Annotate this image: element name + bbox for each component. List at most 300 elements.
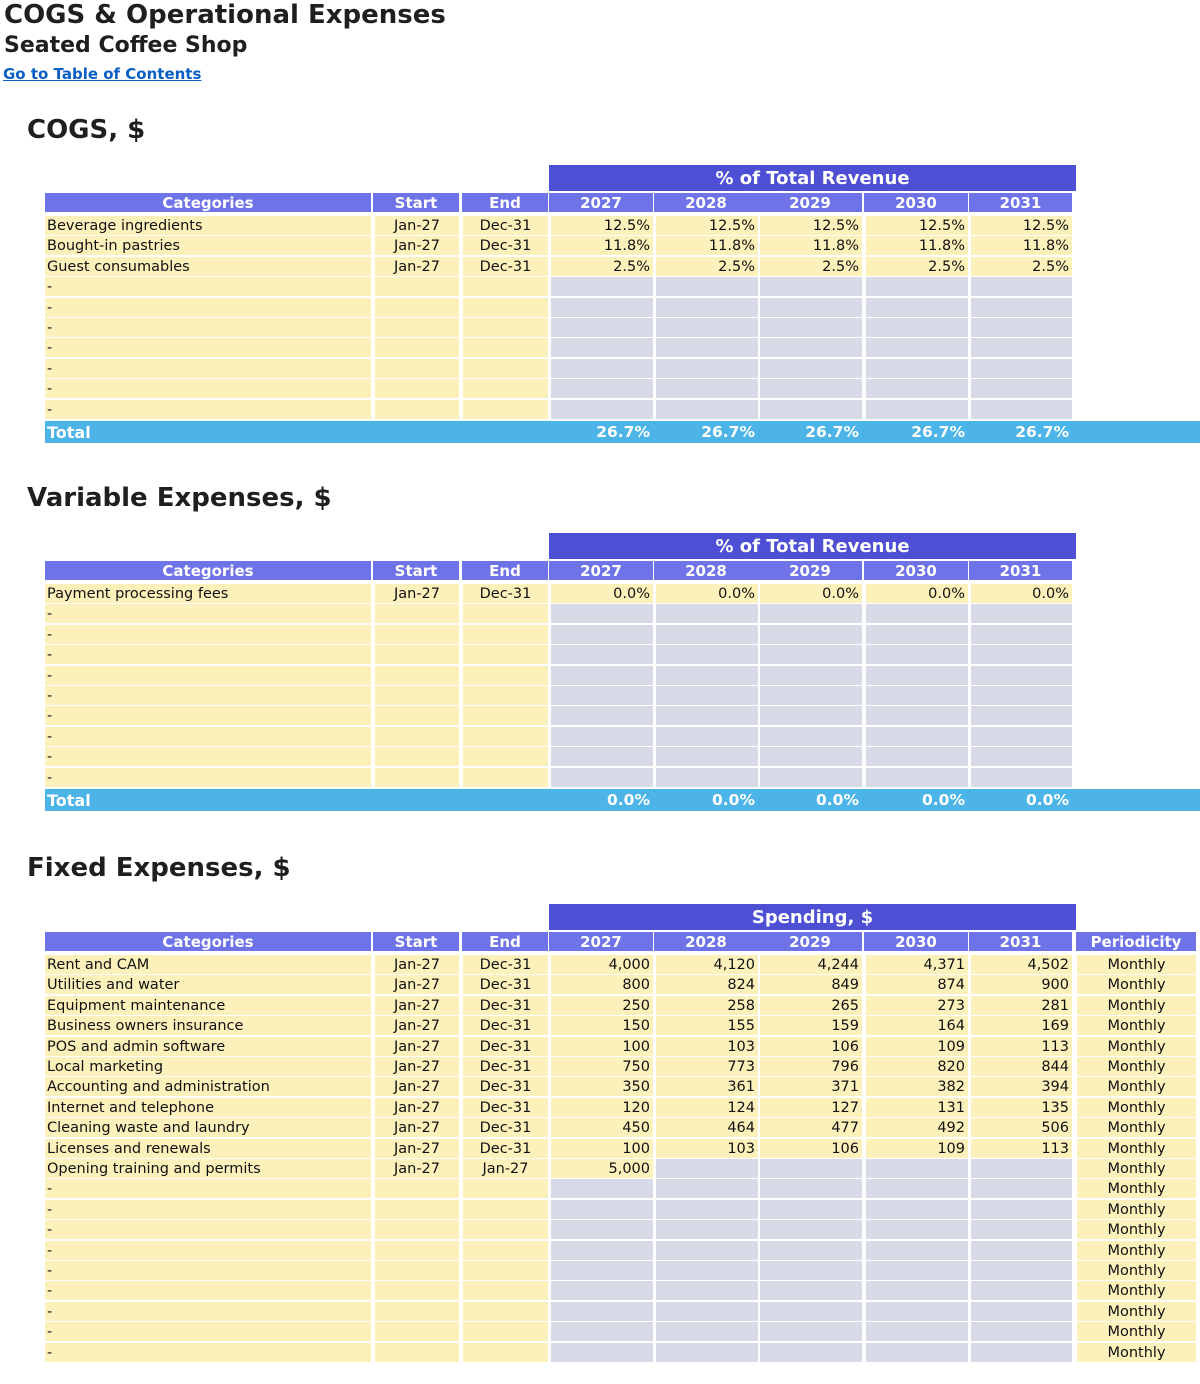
year-value-cell[interactable] (971, 298, 1072, 317)
periodicity-cell[interactable]: Monthly (1077, 1281, 1196, 1300)
category-cell[interactable]: - (45, 400, 371, 419)
year-value-cell[interactable] (971, 1322, 1072, 1341)
year-value-cell[interactable] (760, 298, 862, 317)
year-value-cell[interactable] (656, 1261, 758, 1280)
year-value-cell[interactable] (656, 359, 758, 378)
year-value-cell[interactable] (551, 1200, 653, 1219)
year-value-cell[interactable]: 159 (760, 1016, 862, 1035)
year-value-cell[interactable] (971, 338, 1072, 357)
year-value-cell[interactable]: 150 (551, 1016, 653, 1035)
year-value-cell[interactable]: 796 (760, 1057, 862, 1076)
start-date-cell[interactable] (375, 645, 459, 664)
year-value-cell[interactable]: 844 (971, 1057, 1072, 1076)
periodicity-cell[interactable]: Monthly (1077, 1343, 1196, 1362)
year-value-cell[interactable] (760, 1200, 862, 1219)
year-value-cell[interactable] (971, 1343, 1072, 1362)
year-value-cell[interactable] (656, 277, 758, 296)
year-value-cell[interactable] (760, 706, 862, 725)
year-value-cell[interactable]: 820 (866, 1057, 968, 1076)
category-cell[interactable]: Payment processing fees (45, 584, 371, 603)
year-value-cell[interactable]: 492 (866, 1118, 968, 1137)
year-value-cell[interactable] (866, 1220, 968, 1239)
year-value-cell[interactable] (656, 666, 758, 685)
start-date-cell[interactable] (375, 359, 459, 378)
year-value-cell[interactable]: 361 (656, 1077, 758, 1096)
year-value-cell[interactable] (760, 1343, 862, 1362)
year-value-cell[interactable] (760, 604, 862, 623)
year-value-cell[interactable] (866, 1302, 968, 1321)
year-value-cell[interactable]: 350 (551, 1077, 653, 1096)
year-value-cell[interactable]: 11.8% (866, 236, 968, 255)
end-date-cell[interactable] (463, 379, 548, 398)
year-value-cell[interactable] (760, 1241, 862, 1260)
year-value-cell[interactable]: 155 (656, 1016, 758, 1035)
year-value-cell[interactable]: 824 (656, 975, 758, 994)
category-cell[interactable]: Accounting and administration (45, 1077, 371, 1096)
year-value-cell[interactable]: 273 (866, 996, 968, 1015)
year-value-cell[interactable] (551, 666, 653, 685)
year-value-cell[interactable] (656, 645, 758, 664)
year-value-cell[interactable]: 135 (971, 1098, 1072, 1117)
category-cell[interactable]: - (45, 318, 371, 337)
year-value-cell[interactable] (656, 318, 758, 337)
year-value-cell[interactable] (971, 706, 1072, 725)
year-value-cell[interactable]: 0.0% (866, 584, 968, 603)
category-cell[interactable]: Internet and telephone (45, 1098, 371, 1117)
year-value-cell[interactable] (551, 1302, 653, 1321)
year-value-cell[interactable] (551, 338, 653, 357)
periodicity-cell[interactable]: Monthly (1077, 1220, 1196, 1239)
year-value-cell[interactable] (656, 727, 758, 746)
year-value-cell[interactable]: 12.5% (971, 216, 1072, 235)
year-value-cell[interactable] (760, 338, 862, 357)
year-value-cell[interactable] (760, 359, 862, 378)
year-value-cell[interactable] (656, 686, 758, 705)
year-value-cell[interactable]: 11.8% (760, 236, 862, 255)
year-value-cell[interactable]: 281 (971, 996, 1072, 1015)
category-cell[interactable]: - (45, 1220, 371, 1239)
end-date-cell[interactable]: Dec-31 (463, 1098, 548, 1117)
year-value-cell[interactable] (971, 1200, 1072, 1219)
end-date-cell[interactable] (463, 1302, 548, 1321)
periodicity-cell[interactable]: Monthly (1077, 1322, 1196, 1341)
year-value-cell[interactable]: 2.5% (656, 257, 758, 276)
category-cell[interactable]: - (45, 645, 371, 664)
end-date-cell[interactable] (463, 1343, 548, 1362)
year-value-cell[interactable] (656, 400, 758, 419)
year-value-cell[interactable] (866, 359, 968, 378)
year-value-cell[interactable] (971, 1159, 1072, 1178)
year-value-cell[interactable] (866, 1200, 968, 1219)
year-value-cell[interactable]: 750 (551, 1057, 653, 1076)
year-value-cell[interactable] (866, 686, 968, 705)
year-value-cell[interactable] (656, 604, 758, 623)
category-cell[interactable]: - (45, 1322, 371, 1341)
year-value-cell[interactable] (866, 1322, 968, 1341)
year-value-cell[interactable] (866, 1281, 968, 1300)
category-cell[interactable]: - (45, 1281, 371, 1300)
year-value-cell[interactable]: 5,000 (551, 1159, 653, 1178)
table-of-contents-link[interactable]: Go to Table of Contents (3, 65, 202, 83)
year-value-cell[interactable]: 258 (656, 996, 758, 1015)
year-value-cell[interactable]: 4,244 (760, 955, 862, 974)
year-value-cell[interactable] (760, 1302, 862, 1321)
category-cell[interactable]: Cleaning waste and laundry (45, 1118, 371, 1137)
category-cell[interactable]: Bought-in pastries (45, 236, 371, 255)
start-date-cell[interactable] (375, 1261, 459, 1280)
year-value-cell[interactable] (971, 1220, 1072, 1239)
year-value-cell[interactable] (760, 1159, 862, 1178)
start-date-cell[interactable]: Jan-27 (375, 996, 459, 1015)
year-value-cell[interactable]: 113 (971, 1139, 1072, 1158)
year-value-cell[interactable] (551, 359, 653, 378)
end-date-cell[interactable] (463, 747, 548, 766)
year-value-cell[interactable]: 11.8% (551, 236, 653, 255)
year-value-cell[interactable]: 106 (760, 1037, 862, 1056)
year-value-cell[interactable] (971, 1179, 1072, 1198)
year-value-cell[interactable] (971, 1302, 1072, 1321)
category-cell[interactable]: - (45, 298, 371, 317)
start-date-cell[interactable] (375, 1302, 459, 1321)
year-value-cell[interactable] (971, 318, 1072, 337)
start-date-cell[interactable]: Jan-27 (375, 216, 459, 235)
year-value-cell[interactable] (551, 1241, 653, 1260)
year-value-cell[interactable]: 4,120 (656, 955, 758, 974)
year-value-cell[interactable]: 100 (551, 1139, 653, 1158)
category-cell[interactable]: - (45, 706, 371, 725)
year-value-cell[interactable] (866, 379, 968, 398)
year-value-cell[interactable] (656, 1220, 758, 1239)
category-cell[interactable]: - (45, 686, 371, 705)
end-date-cell[interactable]: Dec-31 (463, 584, 548, 603)
category-cell[interactable]: Guest consumables (45, 257, 371, 276)
start-date-cell[interactable] (375, 686, 459, 705)
year-value-cell[interactable] (971, 1261, 1072, 1280)
start-date-cell[interactable] (375, 1322, 459, 1341)
category-cell[interactable]: - (45, 666, 371, 685)
end-date-cell[interactable]: Dec-31 (463, 1057, 548, 1076)
start-date-cell[interactable] (375, 379, 459, 398)
year-value-cell[interactable]: 477 (760, 1118, 862, 1137)
year-value-cell[interactable] (656, 1322, 758, 1341)
start-date-cell[interactable] (375, 706, 459, 725)
category-cell[interactable]: - (45, 727, 371, 746)
year-value-cell[interactable] (551, 379, 653, 398)
end-date-cell[interactable] (463, 1200, 548, 1219)
periodicity-cell[interactable]: Monthly (1077, 1200, 1196, 1219)
start-date-cell[interactable]: Jan-27 (375, 584, 459, 603)
start-date-cell[interactable] (375, 666, 459, 685)
end-date-cell[interactable] (463, 338, 548, 357)
year-value-cell[interactable] (760, 1322, 862, 1341)
category-cell[interactable]: Rent and CAM (45, 955, 371, 974)
year-value-cell[interactable] (551, 706, 653, 725)
category-cell[interactable]: Beverage ingredients (45, 216, 371, 235)
year-value-cell[interactable] (866, 747, 968, 766)
year-value-cell[interactable] (866, 1179, 968, 1198)
start-date-cell[interactable] (375, 747, 459, 766)
category-cell[interactable]: - (45, 359, 371, 378)
year-value-cell[interactable] (656, 768, 758, 787)
end-date-cell[interactable] (463, 727, 548, 746)
end-date-cell[interactable] (463, 1220, 548, 1239)
year-value-cell[interactable]: 0.0% (760, 584, 862, 603)
year-value-cell[interactable]: 849 (760, 975, 862, 994)
periodicity-cell[interactable]: Monthly (1077, 1261, 1196, 1280)
periodicity-cell[interactable]: Monthly (1077, 975, 1196, 994)
start-date-cell[interactable]: Jan-27 (375, 1098, 459, 1117)
year-value-cell[interactable]: 250 (551, 996, 653, 1015)
end-date-cell[interactable] (463, 359, 548, 378)
year-value-cell[interactable] (656, 379, 758, 398)
year-value-cell[interactable] (866, 768, 968, 787)
year-value-cell[interactable]: 106 (760, 1139, 862, 1158)
periodicity-cell[interactable]: Monthly (1077, 1179, 1196, 1198)
year-value-cell[interactable]: 800 (551, 975, 653, 994)
year-value-cell[interactable] (866, 1343, 968, 1362)
category-cell[interactable]: - (45, 277, 371, 296)
year-value-cell[interactable] (866, 1261, 968, 1280)
year-value-cell[interactable] (760, 727, 862, 746)
start-date-cell[interactable] (375, 768, 459, 787)
year-value-cell[interactable] (866, 645, 968, 664)
year-value-cell[interactable]: 12.5% (866, 216, 968, 235)
year-value-cell[interactable]: 120 (551, 1098, 653, 1117)
category-cell[interactable]: - (45, 338, 371, 357)
end-date-cell[interactable] (463, 645, 548, 664)
year-value-cell[interactable] (971, 1281, 1072, 1300)
year-value-cell[interactable] (971, 768, 1072, 787)
start-date-cell[interactable]: Jan-27 (375, 1077, 459, 1096)
year-value-cell[interactable] (656, 338, 758, 357)
start-date-cell[interactable]: Jan-27 (375, 1037, 459, 1056)
year-value-cell[interactable]: 2.5% (551, 257, 653, 276)
year-value-cell[interactable] (971, 686, 1072, 705)
year-value-cell[interactable] (656, 1241, 758, 1260)
category-cell[interactable]: - (45, 1200, 371, 1219)
year-value-cell[interactable] (971, 400, 1072, 419)
year-value-cell[interactable] (656, 625, 758, 644)
year-value-cell[interactable] (656, 1200, 758, 1219)
category-cell[interactable]: - (45, 1179, 371, 1198)
year-value-cell[interactable] (551, 625, 653, 644)
year-value-cell[interactable] (971, 727, 1072, 746)
start-date-cell[interactable] (375, 625, 459, 644)
year-value-cell[interactable] (971, 359, 1072, 378)
year-value-cell[interactable]: 450 (551, 1118, 653, 1137)
periodicity-cell[interactable]: Monthly (1077, 1057, 1196, 1076)
end-date-cell[interactable] (463, 1241, 548, 1260)
year-value-cell[interactable]: 12.5% (551, 216, 653, 235)
category-cell[interactable]: Opening training and permits (45, 1159, 371, 1178)
year-value-cell[interactable] (551, 1179, 653, 1198)
periodicity-cell[interactable]: Monthly (1077, 1302, 1196, 1321)
category-cell[interactable]: - (45, 768, 371, 787)
year-value-cell[interactable]: 169 (971, 1016, 1072, 1035)
start-date-cell[interactable]: Jan-27 (375, 955, 459, 974)
year-value-cell[interactable]: 265 (760, 996, 862, 1015)
end-date-cell[interactable]: Dec-31 (463, 1139, 548, 1158)
year-value-cell[interactable] (760, 747, 862, 766)
end-date-cell[interactable] (463, 1281, 548, 1300)
end-date-cell[interactable]: Dec-31 (463, 996, 548, 1015)
periodicity-cell[interactable]: Monthly (1077, 1037, 1196, 1056)
periodicity-cell[interactable]: Monthly (1077, 1098, 1196, 1117)
year-value-cell[interactable] (971, 666, 1072, 685)
start-date-cell[interactable]: Jan-27 (375, 236, 459, 255)
year-value-cell[interactable]: 0.0% (656, 584, 758, 603)
start-date-cell[interactable]: Jan-27 (375, 1159, 459, 1178)
category-cell[interactable]: - (45, 1241, 371, 1260)
year-value-cell[interactable] (551, 645, 653, 664)
year-value-cell[interactable] (656, 298, 758, 317)
year-value-cell[interactable] (551, 1343, 653, 1362)
year-value-cell[interactable] (656, 1343, 758, 1362)
end-date-cell[interactable] (463, 1261, 548, 1280)
year-value-cell[interactable]: 4,371 (866, 955, 968, 974)
end-date-cell[interactable] (463, 298, 548, 317)
end-date-cell[interactable]: Dec-31 (463, 216, 548, 235)
year-value-cell[interactable]: 103 (656, 1139, 758, 1158)
year-value-cell[interactable]: 773 (656, 1057, 758, 1076)
year-value-cell[interactable]: 464 (656, 1118, 758, 1137)
year-value-cell[interactable]: 127 (760, 1098, 862, 1117)
year-value-cell[interactable] (551, 400, 653, 419)
year-value-cell[interactable] (866, 666, 968, 685)
start-date-cell[interactable] (375, 1343, 459, 1362)
year-value-cell[interactable] (656, 1302, 758, 1321)
start-date-cell[interactable]: Jan-27 (375, 1057, 459, 1076)
year-value-cell[interactable] (866, 706, 968, 725)
year-value-cell[interactable] (551, 298, 653, 317)
year-value-cell[interactable] (760, 645, 862, 664)
year-value-cell[interactable] (551, 727, 653, 746)
year-value-cell[interactable] (760, 625, 862, 644)
end-date-cell[interactable]: Dec-31 (463, 236, 548, 255)
year-value-cell[interactable] (551, 1220, 653, 1239)
year-value-cell[interactable]: 382 (866, 1077, 968, 1096)
year-value-cell[interactable] (656, 706, 758, 725)
year-value-cell[interactable] (551, 747, 653, 766)
category-cell[interactable]: - (45, 1261, 371, 1280)
end-date-cell[interactable] (463, 1322, 548, 1341)
start-date-cell[interactable] (375, 1220, 459, 1239)
periodicity-cell[interactable]: Monthly (1077, 955, 1196, 974)
year-value-cell[interactable]: 0.0% (971, 584, 1072, 603)
year-value-cell[interactable] (760, 686, 862, 705)
category-cell[interactable]: POS and admin software (45, 1037, 371, 1056)
start-date-cell[interactable] (375, 1179, 459, 1198)
category-cell[interactable]: Licenses and renewals (45, 1139, 371, 1158)
year-value-cell[interactable] (551, 318, 653, 337)
year-value-cell[interactable] (551, 277, 653, 296)
end-date-cell[interactable] (463, 686, 548, 705)
start-date-cell[interactable]: Jan-27 (375, 975, 459, 994)
start-date-cell[interactable] (375, 338, 459, 357)
year-value-cell[interactable] (760, 1179, 862, 1198)
year-value-cell[interactable]: 103 (656, 1037, 758, 1056)
year-value-cell[interactable]: 113 (971, 1037, 1072, 1056)
year-value-cell[interactable] (551, 768, 653, 787)
year-value-cell[interactable] (971, 1241, 1072, 1260)
year-value-cell[interactable]: 109 (866, 1139, 968, 1158)
start-date-cell[interactable] (375, 1241, 459, 1260)
year-value-cell[interactable] (971, 277, 1072, 296)
start-date-cell[interactable] (375, 1200, 459, 1219)
year-value-cell[interactable]: 900 (971, 975, 1072, 994)
end-date-cell[interactable]: Dec-31 (463, 257, 548, 276)
year-value-cell[interactable] (551, 1261, 653, 1280)
year-value-cell[interactable] (656, 747, 758, 766)
year-value-cell[interactable]: 4,000 (551, 955, 653, 974)
end-date-cell[interactable] (463, 277, 548, 296)
category-cell[interactable]: - (45, 747, 371, 766)
year-value-cell[interactable] (551, 604, 653, 623)
category-cell[interactable]: - (45, 625, 371, 644)
year-value-cell[interactable]: 874 (866, 975, 968, 994)
start-date-cell[interactable]: Jan-27 (375, 257, 459, 276)
start-date-cell[interactable] (375, 604, 459, 623)
year-value-cell[interactable] (971, 747, 1072, 766)
year-value-cell[interactable] (656, 1179, 758, 1198)
end-date-cell[interactable]: Dec-31 (463, 1118, 548, 1137)
end-date-cell[interactable] (463, 318, 548, 337)
year-value-cell[interactable]: 11.8% (656, 236, 758, 255)
periodicity-cell[interactable]: Monthly (1077, 1016, 1196, 1035)
year-value-cell[interactable]: 12.5% (760, 216, 862, 235)
year-value-cell[interactable] (551, 1322, 653, 1341)
year-value-cell[interactable] (760, 400, 862, 419)
year-value-cell[interactable]: 371 (760, 1077, 862, 1096)
year-value-cell[interactable]: 131 (866, 1098, 968, 1117)
year-value-cell[interactable] (866, 338, 968, 357)
category-cell[interactable]: Equipment maintenance (45, 996, 371, 1015)
end-date-cell[interactable] (463, 768, 548, 787)
end-date-cell[interactable] (463, 625, 548, 644)
end-date-cell[interactable]: Dec-31 (463, 975, 548, 994)
end-date-cell[interactable] (463, 1179, 548, 1198)
end-date-cell[interactable]: Dec-31 (463, 1037, 548, 1056)
year-value-cell[interactable]: 109 (866, 1037, 968, 1056)
year-value-cell[interactable] (760, 379, 862, 398)
year-value-cell[interactable] (866, 277, 968, 296)
year-value-cell[interactable] (760, 1220, 862, 1239)
periodicity-cell[interactable]: Monthly (1077, 1077, 1196, 1096)
start-date-cell[interactable] (375, 298, 459, 317)
start-date-cell[interactable]: Jan-27 (375, 1139, 459, 1158)
year-value-cell[interactable]: 4,502 (971, 955, 1072, 974)
end-date-cell[interactable]: Dec-31 (463, 1016, 548, 1035)
year-value-cell[interactable] (656, 1281, 758, 1300)
category-cell[interactable]: Local marketing (45, 1057, 371, 1076)
year-value-cell[interactable] (866, 727, 968, 746)
year-value-cell[interactable] (866, 1241, 968, 1260)
year-value-cell[interactable]: 12.5% (656, 216, 758, 235)
category-cell[interactable]: - (45, 379, 371, 398)
year-value-cell[interactable] (866, 625, 968, 644)
start-date-cell[interactable] (375, 277, 459, 296)
category-cell[interactable]: - (45, 1343, 371, 1362)
category-cell[interactable]: Business owners insurance (45, 1016, 371, 1035)
year-value-cell[interactable] (866, 1159, 968, 1178)
year-value-cell[interactable] (656, 1159, 758, 1178)
periodicity-cell[interactable]: Monthly (1077, 1139, 1196, 1158)
periodicity-cell[interactable]: Monthly (1077, 996, 1196, 1015)
start-date-cell[interactable]: Jan-27 (375, 1016, 459, 1035)
end-date-cell[interactable]: Jan-27 (463, 1159, 548, 1178)
category-cell[interactable]: - (45, 604, 371, 623)
year-value-cell[interactable]: 124 (656, 1098, 758, 1117)
